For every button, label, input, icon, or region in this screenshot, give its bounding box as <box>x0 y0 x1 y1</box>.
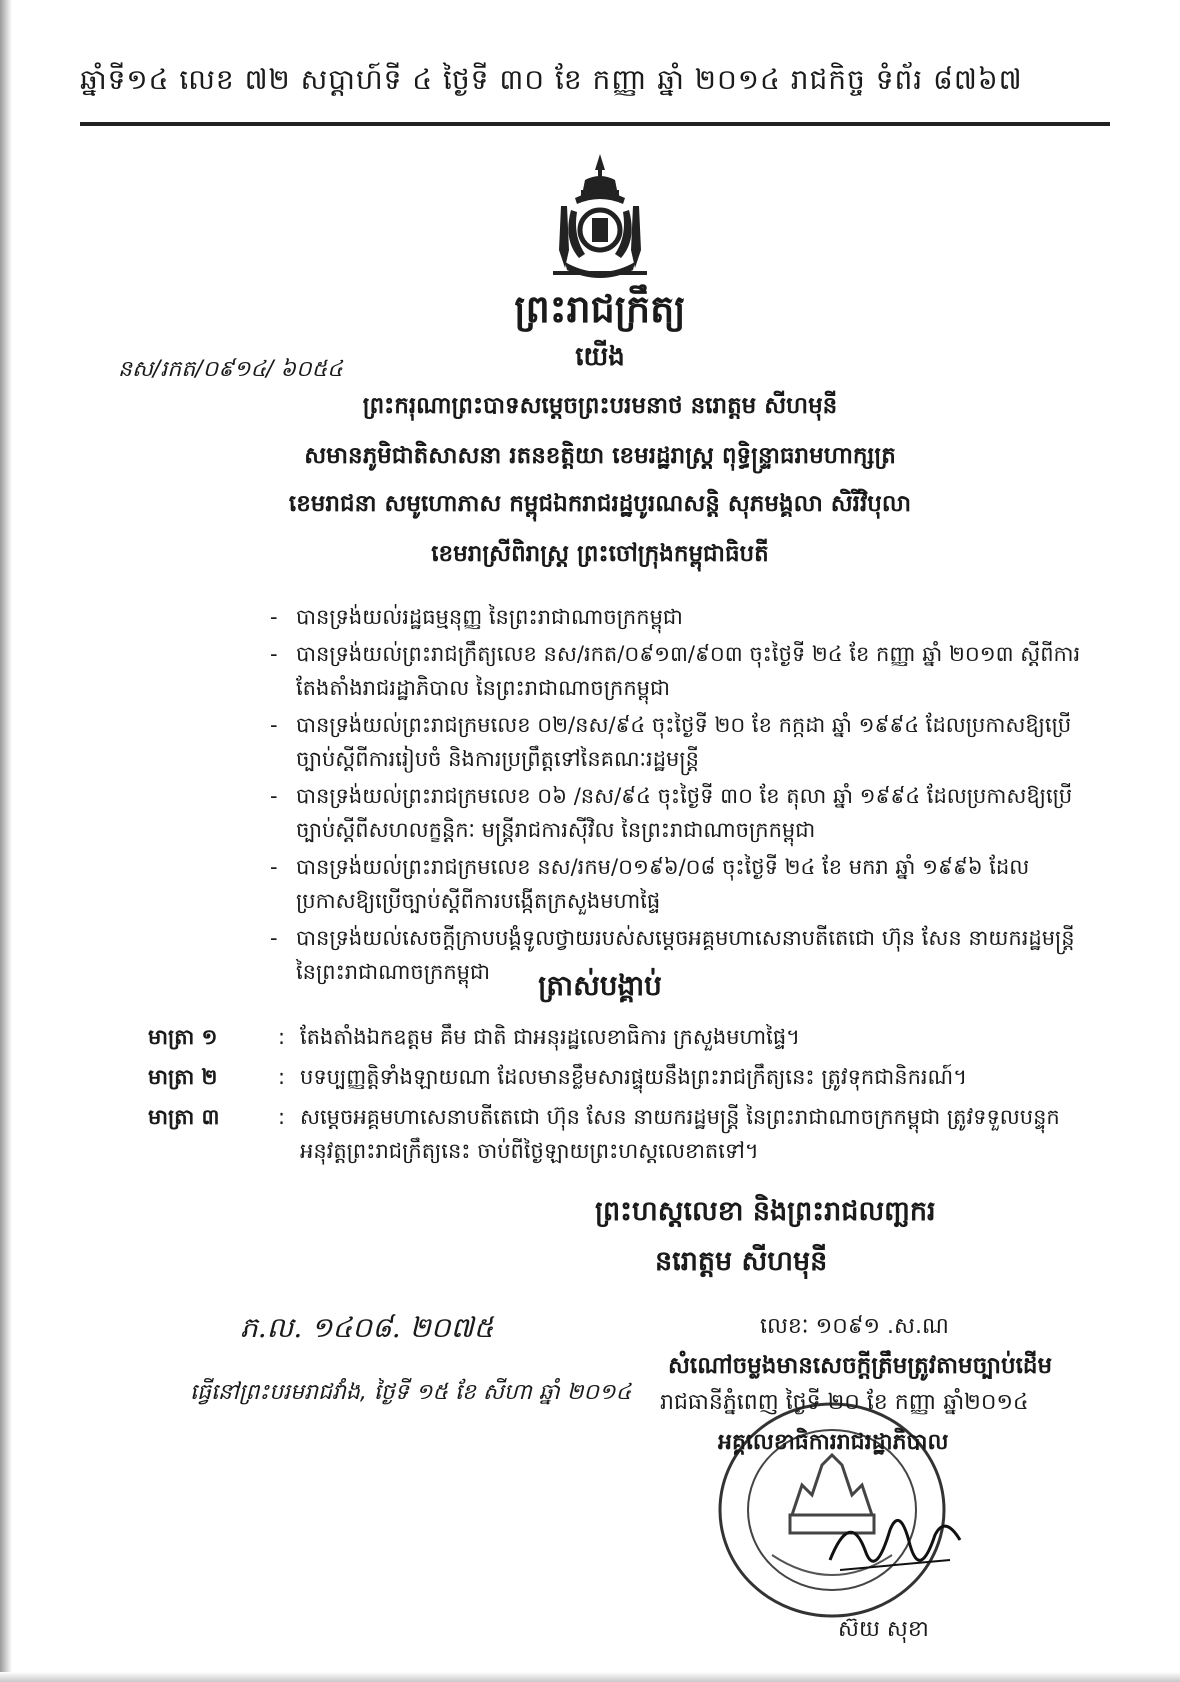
scan-edge-left <box>0 0 12 1682</box>
handwritten-signature-icon <box>820 1500 970 1590</box>
decree-heading: ត្រាស់បង្គាប់ <box>538 969 662 1002</box>
article-label: មាត្រា ២ <box>148 1065 218 1089</box>
place-and-date: ធ្វើនៅព្រះបរមរាជវាំង, ថ្ងៃទី ១៥ ខែ សីហា ឆ្នាំ ២០១៤ <box>190 1380 632 1405</box>
scan-edge-bottom <box>0 1672 1180 1682</box>
recital-item: - បានទ្រង់យល់រដ្ឋធម្មនុញ្ញ នៃព្រះរាជាណាចក្រកម្ពុជា <box>270 600 1090 634</box>
certifying-signer: ស៊យ សុខា <box>838 1617 929 1642</box>
royal-title-line: ព្រះករុណាព្រះបាទសម្តេចព្រះបរមនាថ នរោត្តម សីហមុនី <box>362 393 838 419</box>
article-text: សម្តេចអគ្គមហាសេនាបតីតេជោ ហ៊ុន សែន នាយករដ្ឋមន្ត្រី នៃព្រះរាជាណាចក្រកម្ពុជា ត្រូវទទួលបន្ទុកអនុវត្តព្រះរាជក្រឹត្យនេះ ចាប់ពីថ្ងៃឡាយព្រះហស្តលេខាតទៅ។ <box>300 1105 1060 1163</box>
article-row <box>148 1100 1098 1168</box>
royal-title-line: ខេមរាជនា សមូហោភាស កម្ពុជឯករាជរដ្ឋបូរណសន្តិ សុភមង្គលា សិរីវិបុលា <box>288 491 912 517</box>
royal-title-line: សមានភូមិជាតិសាសនា រតនខត្តិយា ខេមរដ្ឋរាស្ត្រ ពុទ្ធិន្ទ្រាធរាមហាក្សត្រ <box>304 443 896 469</box>
royal-coat-of-arms-icon <box>545 150 655 280</box>
gazette-header: ឆ្នាំទី១៤ លេខ ៧២ សប្តាហ៍ទី ៤ ថ្ងៃទី ៣០ ខែ កញ្ញា ឆ្នាំ ២០១៤ រាជកិច្ច ទំព័រ ៨៧៦៧ <box>80 63 1023 96</box>
article-text: បទប្បញ្ញត្តិទាំងឡាយណា ដែលមានខ្លឹមសារផ្ទុយនឹងព្រះរាជក្រឹត្យនេះ ត្រូវទុកជានិករណ៍។ <box>300 1065 968 1089</box>
recitals-list <box>270 600 1090 992</box>
article-colon: : <box>278 1025 286 1049</box>
article-label: មាត្រា ១ <box>148 1025 218 1049</box>
recital-item: - បានទ្រង់យល់ព្រះរាជក្រមលេខ នស/រកម/០១៩៦/០៨ ចុះថ្ងៃទី ២៤ ខែ មករា ឆ្នាំ ១៩៩៦ ដែលប្រកាសឱ្យប្រើច្បាប់ស្តីពីការបង្កើតក្រសួងមហាផ្ទៃ <box>270 850 1090 918</box>
royal-signature-title: ព្រះហស្តលេខា និងព្រះរាជលញ្ឆករ <box>595 1196 936 1227</box>
header-rule <box>80 122 1110 126</box>
sovereign-we: យើង <box>575 342 625 372</box>
certifying-office: អគ្គលេខាធិការរាជរដ្ឋាភិបាល <box>718 1430 949 1455</box>
recital-item: - បានទ្រង់យល់ព្រះរាជក្រឹត្យលេខ នស/រកត/០៩១៣/៩០៣ ចុះថ្ងៃទី ២៤ ខែ កញ្ញា ឆ្នាំ ២០១៣ ស្តីពីការតែងតាំងរាជរដ្ឋាភិបាល នៃព្រះរាជាណាចក្រកម្ពុជា <box>270 637 1090 705</box>
handwritten-note: ភ.ល. ១៤០៨. ២០៧៥ <box>240 1311 494 1344</box>
recital-item: - បានទ្រង់យល់ព្រះរាជក្រមលេខ ០៦ /នស/៩៤ ចុះថ្ងៃទី ៣០ ខែ តុលា ឆ្នាំ ១៩៩៤ ដែលប្រកាសឱ្យប្រើច្បាប់ស្តីពីសហលក្ខន្តិកៈ មន្ត្រីរាជការស៊ីវិល នៃព្រះរាជាណាចក្រកម្ពុជា <box>270 779 1090 847</box>
article-row <box>148 1020 1098 1054</box>
certified-copy-date: រាជធានីភ្នំពេញ ថ្ងៃទី ២០ ខែ កញ្ញា ឆ្នាំ២០១៤ <box>660 1390 1029 1415</box>
document-title: ព្រះរាជក្រឹត្យ <box>514 287 686 331</box>
article-colon: : <box>278 1105 286 1129</box>
article-label: មាត្រា ៣ <box>148 1105 220 1129</box>
article-text: តែងតាំងឯកឧត្តម គឹម ជាតិ ជាអនុរដ្ឋលេខាធិការ ក្រសួងមហាផ្ទៃ។ <box>300 1025 801 1049</box>
recital-item: - បានទ្រង់យល់ព្រះរាជក្រមលេខ ០២/នស/៩៤ ចុះថ្ងៃទី ២០ ខែ កក្កដា ឆ្នាំ ១៩៩៤ ដែលប្រកាសឱ្យប្រើច្បាប់ស្តីពីការរៀបចំ និងការប្រព្រឹត្តទៅនៃគណៈរដ្ឋមន្ត្រី <box>270 708 1090 776</box>
articles-list <box>148 1020 1098 1174</box>
document-number: នស/រកត/០៩១៤/ ៦០៥៤ <box>118 357 343 382</box>
certified-copy-title: សំណៅចម្លងមានសេចក្តីត្រឹមត្រូវតាមច្បាប់ដើម <box>668 1353 1053 1379</box>
royal-signature-name: នរោត្តម សីហមុនី <box>655 1246 828 1277</box>
royal-title-line: ខេមរាស្រីពិរាស្ត្រ ព្រះចៅក្រុងកម្ពុជាធិបតី <box>431 541 769 567</box>
recital-item: - បានទ្រង់យល់សេចក្តីក្រាបបង្គំទូលថ្វាយរបស់សម្តេចអគ្គមហាសេនាបតីតេជោ ហ៊ុន សែន នាយករដ្ឋមន្ត្រី នៃព្រះរាជាណាចក្រកម្ពុជា <box>270 921 1090 989</box>
copy-reference-number: លេខៈ ១០៩១ .ស.ណ <box>760 1314 949 1339</box>
article-row <box>148 1060 1098 1094</box>
article-colon: : <box>278 1065 286 1089</box>
